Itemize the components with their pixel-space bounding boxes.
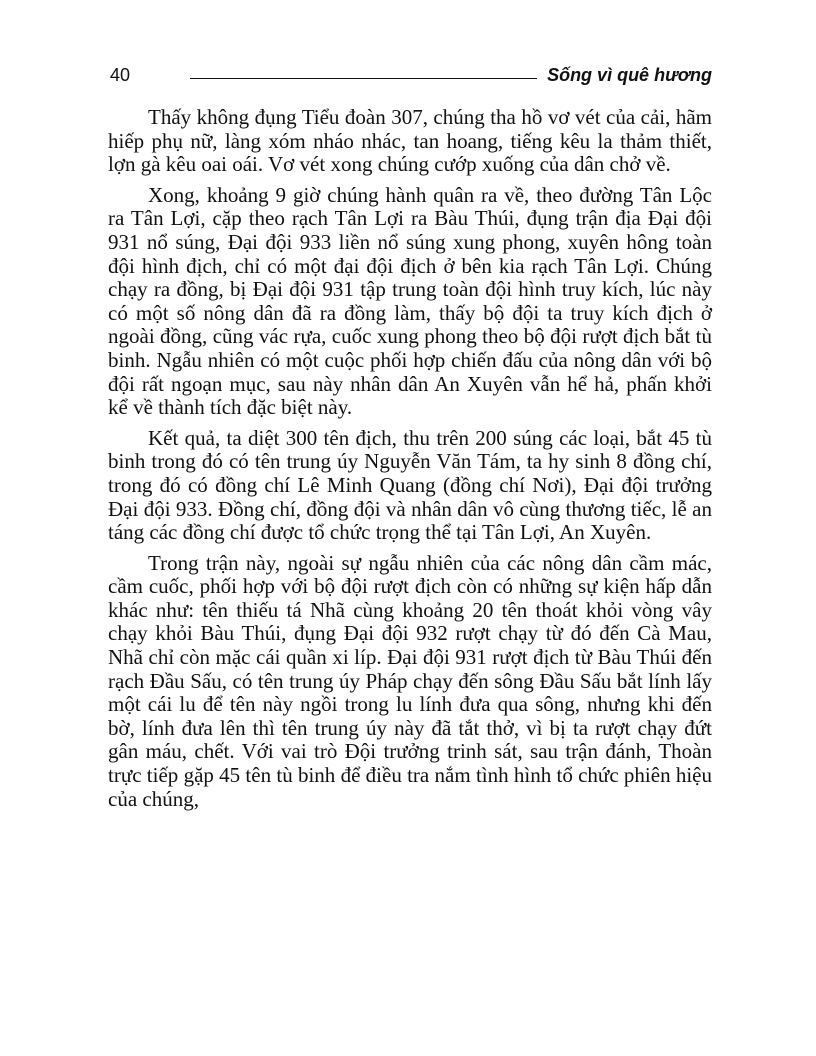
paragraph: Trong trận này, ngoài sự ngẫu nhiên của các nông dân cầm mác, cầm cuốc, phối hợp với bộ đội rượt địch còn có những sự kiện hấp dẫn khác như: tên thiếu tá Nhã cùng khoảng 20 tên thoát khỏi vòng vây chạy khỏi Bàu Thúi, đụng Đại đội 932 rượt chạy từ đó đến Cà Mau, Nhã chỉ còn mặc cái quần xi líp. Đại đội 931 rượt địch từ Bàu Thúi đến rạch Đầu Sấu, có tên trung úy Pháp chạy đến sông Đầu Sấu bắt lính lấy một cái lu để tên này ngồi trong lu lính đưa qua sông, nhưng khi đến bờ, lính đưa lên thì tên trung úy này đã tắt thở, vì bị ta rượt chạy đứt gân máu, chết. Với vai trò Đội trưởng trinh sát, sau trận đánh, Thoàn trực tiếp gặp 45 tên tù binh để điều tra nắm tình hình tổ chức phiên hiệu của chúng, bbox=[108, 550, 712, 811]
page-header bbox=[108, 56, 712, 86]
running-title: Sống vì quê hương bbox=[547, 65, 712, 85]
body-text bbox=[108, 106, 712, 811]
header-rule bbox=[190, 78, 537, 79]
paragraph: Xong, khoảng 9 giờ chúng hành quân ra về, theo đường Tân Lộc ra Tân Lợi, cặp theo rạch Tân Lợi ra Bàu Thúi, đụng trận địa Đại đội 931 nổ súng, Đại đội 933 liền nổ súng xung phong, xuyên hông toàn đội hình địch, chỉ có một đại đội địch ở bên kia rạch Tân Lợi. Chúng chạy ra đồng, bị Đại đội 931 tập trung toàn đội hình truy kích, lúc này có một số nông dân đã ra đồng làm, thấy bộ đội ta truy kích địch ở ngoài đồng, cũng vác rựa, cuốc xung phong theo bộ đội rượt địch bắt tù binh. Ngẫu nhiên có một cuộc phối hợp chiến đấu của nông dân với bộ đội rất ngoạn mục, sau này nhân dân An Xuyên vẫn hể hả, phấn khởi kể về thành tích đặc biệt này. bbox=[108, 182, 712, 420]
paragraph: Thấy không đụng Tiểu đoàn 307, chúng tha hồ vơ vét của cải, hãm hiếp phụ nữ, làng xóm nháo nhác, tan hoang, tiếng kêu la thảm thiết, lợn gà kêu oai oái. Vơ vét xong chúng cướp xuống của dân chở về. bbox=[108, 105, 712, 177]
book-page bbox=[108, 56, 712, 818]
page-number: 40 bbox=[110, 65, 131, 85]
paragraph: Kết quả, ta diệt 300 tên địch, thu trên 200 súng các loại, bắt 45 tù binh trong đó có tên trung úy Nguyễn Văn Tám, ta hy sinh 8 đồng chí, trong đó có đồng chí Lê Minh Quang (đồng chí Nơi), Đại đội trưởng Đại đội 933. Đồng chí, đồng đội và nhân dân vô cùng thương tiếc, lễ an táng các đồng chí được tổ chức trọng thể tại Tân Lợi, An Xuyên. bbox=[108, 425, 712, 545]
